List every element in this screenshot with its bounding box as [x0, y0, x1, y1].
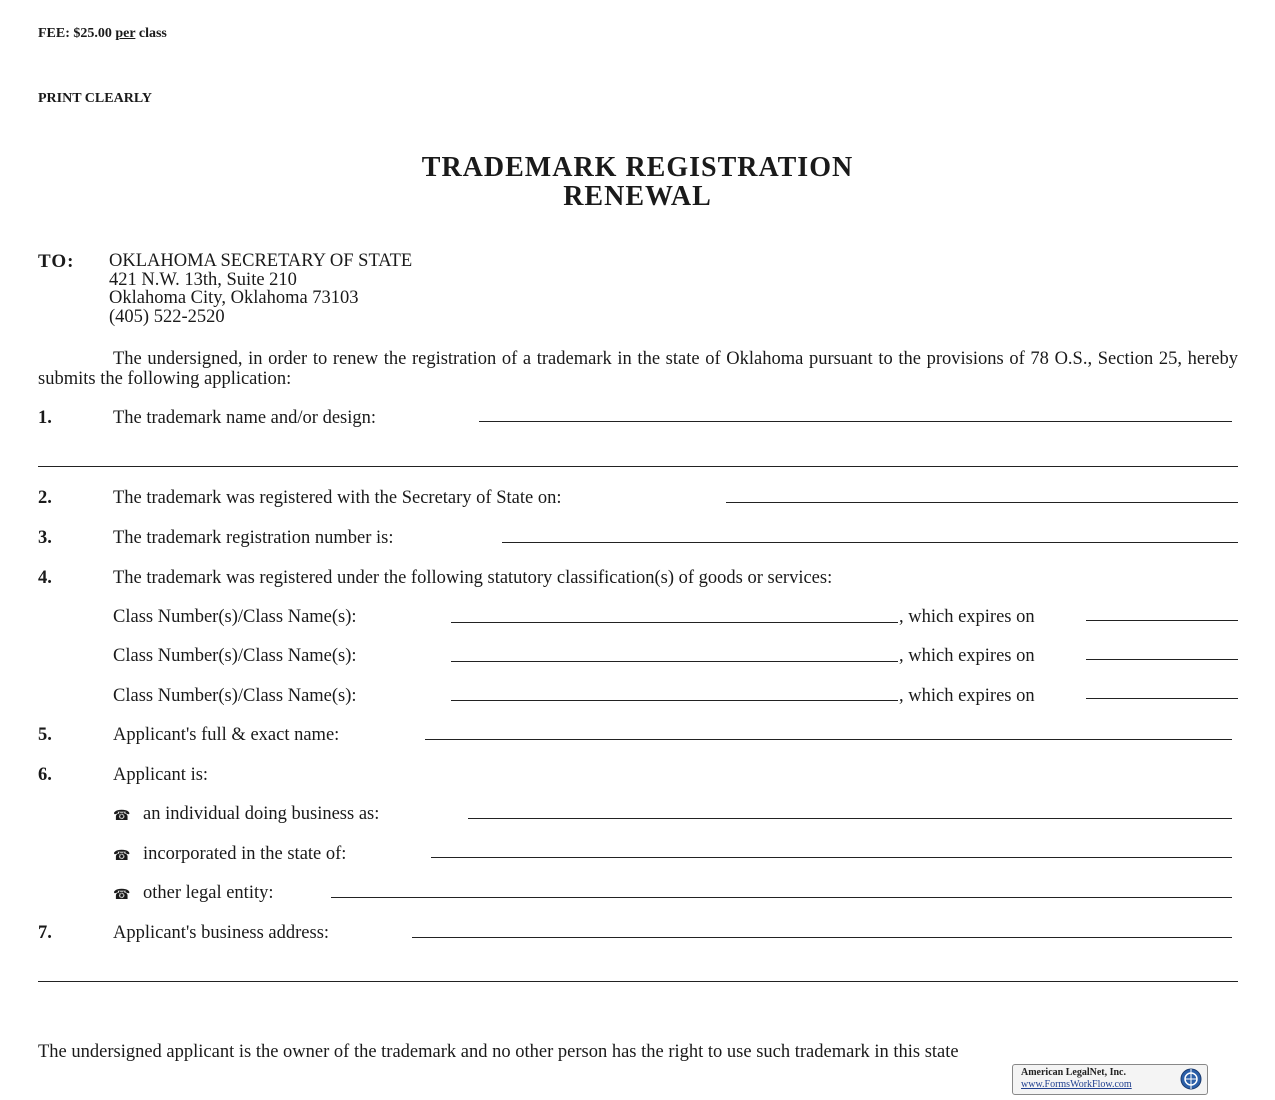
- incorporated-option-icon[interactable]: ☎: [113, 849, 131, 864]
- item-5-label: Applicant's full & exact name:: [113, 725, 340, 745]
- addressee-city: Oklahoma City, Oklahoma 73103: [109, 288, 359, 308]
- class-label-2: Class Number(s)/Class Name(s):: [113, 646, 357, 666]
- class-name-field-1[interactable]: [451, 622, 898, 623]
- logo-company-name: American LegalNet, Inc.: [1021, 1067, 1126, 1078]
- applicant-name-field[interactable]: [425, 739, 1232, 740]
- incorporated-option-label: incorporated in the state of:: [143, 844, 347, 864]
- logo-url-link[interactable]: www.FormsWorkFlow.com: [1021, 1079, 1132, 1090]
- other-entity-option-label: other legal entity:: [143, 883, 274, 903]
- item-2-number: 2.: [38, 488, 52, 508]
- fee-per: per: [115, 26, 136, 41]
- expires-label-1: , which expires on: [899, 607, 1035, 627]
- item-6-label: Applicant is:: [113, 765, 209, 785]
- item-5-number: 5.: [38, 725, 52, 745]
- item-3-number: 3.: [38, 528, 52, 548]
- globe-icon: [1179, 1067, 1203, 1091]
- business-address-field[interactable]: [412, 937, 1232, 938]
- individual-option-icon[interactable]: ☎: [113, 809, 131, 824]
- other-entity-field[interactable]: [331, 897, 1232, 898]
- item-4-label: The trademark was registered under the following statutory classification(s) of goods or services:: [113, 568, 833, 588]
- expires-label-3: , which expires on: [899, 686, 1035, 706]
- to-label: TO:: [38, 251, 75, 272]
- addressee-street: 421 N.W. 13th, Suite 210: [109, 270, 297, 290]
- item-6-number: 6.: [38, 765, 52, 785]
- addressee-phone: (405) 522-2520: [109, 307, 225, 327]
- trademark-name-field-continued[interactable]: [38, 466, 1238, 467]
- item-1-number: 1.: [38, 408, 52, 428]
- business-address-field-continued[interactable]: [38, 981, 1238, 982]
- expires-label-2: , which expires on: [899, 646, 1035, 666]
- class-name-field-2[interactable]: [451, 661, 898, 662]
- item-7-label: Applicant's business address:: [113, 923, 330, 943]
- class-name-field-3[interactable]: [451, 700, 898, 701]
- class-label-3: Class Number(s)/Class Name(s):: [113, 686, 357, 706]
- american-legalnet-logo[interactable]: [1012, 1064, 1208, 1095]
- owner-statement: The undersigned applicant is the owner of the trademark and no other person has the right to use such trademark in this state: [38, 1042, 959, 1062]
- print-clearly-note: PRINT CLEARLY: [38, 91, 152, 106]
- item-7-number: 7.: [38, 923, 52, 943]
- other-entity-option-icon[interactable]: ☎: [113, 888, 131, 903]
- registration-date-field[interactable]: [726, 502, 1238, 503]
- item-3-label: The trademark registration number is:: [113, 528, 394, 548]
- fee-prefix: FEE: $25.00: [38, 26, 116, 41]
- item-2-label: The trademark was registered with the Secretary of State on:: [113, 488, 562, 508]
- class-label-1: Class Number(s)/Class Name(s):: [113, 607, 357, 627]
- addressee-name: OKLAHOMA SECRETARY OF STATE: [109, 251, 413, 271]
- dba-name-field[interactable]: [468, 818, 1232, 819]
- expiration-date-field-3[interactable]: [1086, 698, 1238, 699]
- form-title-line1: TRADEMARK REGISTRATION: [421, 152, 854, 183]
- item-1-label: The trademark name and/or design:: [113, 408, 377, 428]
- state-of-incorporation-field[interactable]: [431, 857, 1232, 858]
- expiration-date-field-1[interactable]: [1086, 620, 1238, 621]
- item-4-number: 4.: [38, 568, 52, 588]
- registration-number-field[interactable]: [502, 542, 1238, 543]
- fee-line: [38, 26, 167, 42]
- trademark-name-field[interactable]: [479, 421, 1232, 422]
- form-title-line2: RENEWAL: [563, 181, 712, 212]
- expiration-date-field-2[interactable]: [1086, 659, 1238, 660]
- intro-paragraph: The undersigned, in order to renew the registration of a trademark in the state of Oklahoma pursuant to the provisions of 78 O.S., Section 25, hereby submits the following application:: [38, 349, 1238, 389]
- fee-suffix: class: [135, 26, 167, 41]
- individual-option-label: an individual doing business as:: [143, 804, 380, 824]
